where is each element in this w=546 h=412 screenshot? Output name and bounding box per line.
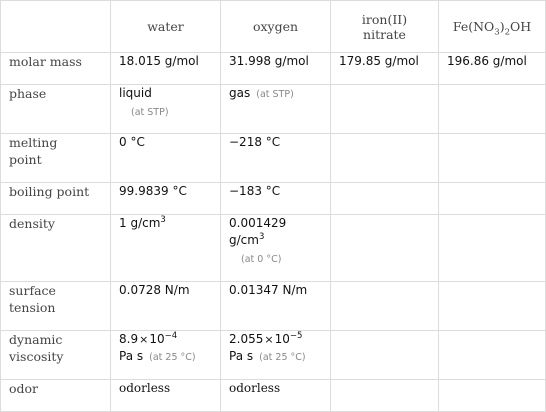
condition-note: (at STP) bbox=[131, 107, 169, 118]
cell-iron-nitrate bbox=[331, 85, 439, 134]
exponent: 3 bbox=[160, 215, 166, 225]
cell-oxygen: −183 °C bbox=[221, 183, 331, 215]
header-iron-nitrate-label: iron(II) nitrate bbox=[361, 11, 408, 42]
cell-water: 0.0728 N/m bbox=[111, 282, 221, 331]
cell-water bbox=[111, 331, 221, 380]
cell-water bbox=[111, 85, 221, 134]
value: gas bbox=[229, 86, 251, 100]
row-label bbox=[1, 134, 111, 183]
mantissa: 8.9 bbox=[119, 332, 139, 346]
cell-oxygen: odorless bbox=[221, 380, 331, 412]
condition-note: (at STP) bbox=[256, 89, 294, 100]
formula-part: OH bbox=[510, 19, 532, 34]
cell-fe-no3-oh bbox=[439, 134, 546, 183]
row-label bbox=[1, 282, 111, 331]
cell-water: 99.9839 °C bbox=[111, 183, 221, 215]
condition-note: (at 25 °C) bbox=[149, 352, 196, 363]
base: 10 bbox=[274, 332, 290, 346]
cell-fe-no3-oh: 196.86 g/mol bbox=[439, 53, 546, 85]
row-label-text: dynamic viscosity bbox=[9, 332, 64, 364]
unit: Pa s bbox=[119, 349, 144, 363]
table-row-phase bbox=[1, 85, 546, 134]
row-label: density bbox=[1, 215, 111, 282]
times-sign: × bbox=[139, 333, 149, 346]
table-row-molar-mass bbox=[1, 53, 546, 85]
table-row-surface-tension bbox=[1, 282, 546, 331]
cell-iron-nitrate bbox=[331, 183, 439, 215]
formula-sub: 3 bbox=[494, 27, 500, 38]
cell-iron-nitrate bbox=[331, 282, 439, 331]
table-row-melting-point bbox=[1, 134, 546, 183]
value: 0.001429 bbox=[229, 216, 287, 230]
value: 1 g/cm bbox=[119, 216, 161, 230]
condition-note: (at 25 °C) bbox=[259, 352, 306, 363]
cell-iron-nitrate bbox=[331, 331, 439, 380]
row-label: molar mass bbox=[1, 53, 111, 85]
cell-fe-no3-oh bbox=[439, 380, 546, 412]
cell-fe-no3-oh bbox=[439, 331, 546, 380]
unit: Pa s bbox=[229, 349, 254, 363]
cell-oxygen: 31.998 g/mol bbox=[221, 53, 331, 85]
row-label: boiling point bbox=[1, 183, 111, 215]
cell-iron-nitrate: 179.85 g/mol bbox=[331, 53, 439, 85]
header-corner bbox=[1, 1, 111, 53]
cell-fe-no3-oh bbox=[439, 282, 546, 331]
header-fe-no3-oh bbox=[439, 1, 546, 53]
cell-water: 18.015 g/mol bbox=[111, 53, 221, 85]
cell-oxygen: 0.01347 N/m bbox=[221, 282, 331, 331]
base: 10 bbox=[149, 332, 165, 346]
header-oxygen: oxygen bbox=[221, 1, 331, 53]
cell-fe-no3-oh bbox=[439, 215, 546, 282]
row-label: phase bbox=[1, 85, 111, 134]
cell-iron-nitrate bbox=[331, 134, 439, 183]
formula-part: ) bbox=[499, 19, 505, 34]
header-iron-nitrate bbox=[331, 1, 439, 53]
row-label: odor bbox=[1, 380, 111, 412]
condition-note: (at 0 °C) bbox=[241, 254, 282, 265]
cell-water: odorless bbox=[111, 380, 221, 412]
row-label-text: surface tension bbox=[9, 283, 56, 315]
cell-oxygen bbox=[221, 215, 331, 282]
times-sign: × bbox=[264, 333, 274, 346]
row-label-text: melting point bbox=[9, 135, 58, 167]
cell-oxygen bbox=[221, 85, 331, 134]
header-water: water bbox=[111, 1, 221, 53]
cell-water bbox=[111, 215, 221, 282]
cell-fe-no3-oh bbox=[439, 85, 546, 134]
table-row-odor bbox=[1, 380, 546, 412]
table-row-dynamic-viscosity bbox=[1, 331, 546, 380]
cell-oxygen: −218 °C bbox=[221, 134, 331, 183]
table-row-boiling-point bbox=[1, 183, 546, 215]
table-row-density bbox=[1, 215, 546, 282]
cell-iron-nitrate bbox=[331, 215, 439, 282]
value: liquid bbox=[119, 86, 152, 100]
row-label bbox=[1, 331, 111, 380]
cell-iron-nitrate bbox=[331, 380, 439, 412]
cell-water: 0 °C bbox=[111, 134, 221, 183]
formula-sub: 2 bbox=[504, 27, 511, 38]
unit: g/cm bbox=[229, 233, 259, 247]
formula-part: Fe(NO bbox=[452, 19, 495, 34]
exponent: −4 bbox=[164, 331, 178, 341]
exponent: 3 bbox=[258, 232, 265, 242]
mantissa: 2.055 bbox=[229, 332, 264, 346]
exponent: −5 bbox=[289, 331, 303, 341]
header-row bbox=[1, 1, 546, 53]
cell-oxygen bbox=[221, 331, 331, 380]
cell-fe-no3-oh bbox=[439, 183, 546, 215]
